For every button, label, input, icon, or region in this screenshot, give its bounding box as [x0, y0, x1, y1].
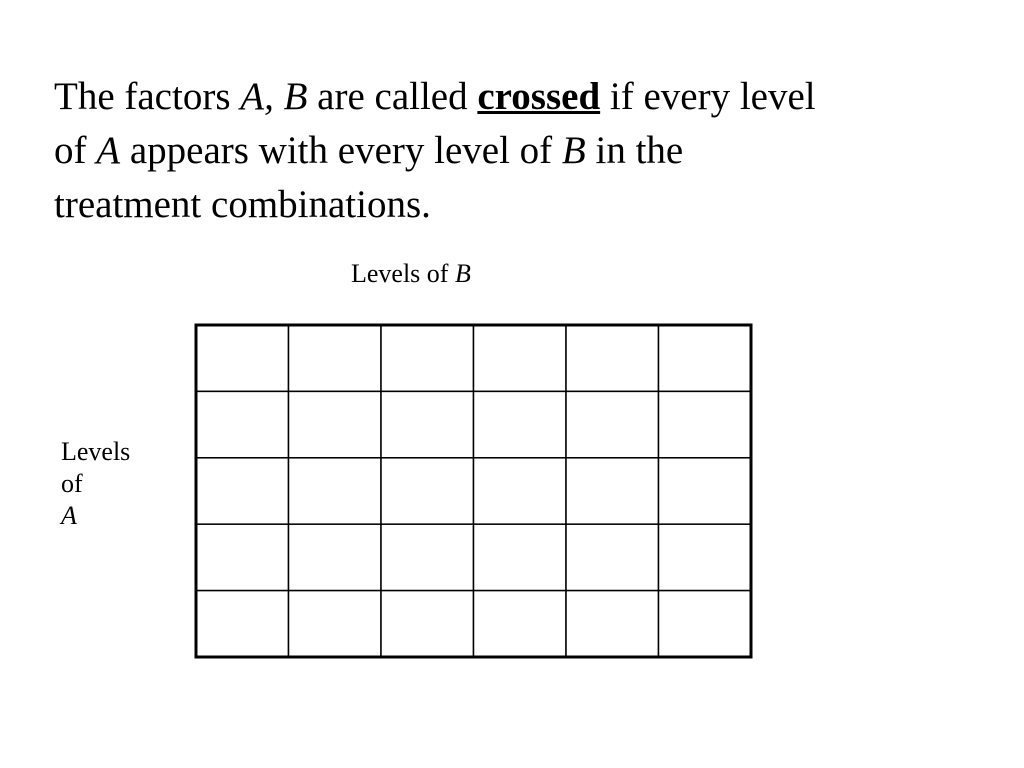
- grid-cell: [381, 458, 474, 524]
- grid-cell: [289, 325, 382, 391]
- text-segment: appears with every level of: [120, 129, 562, 172]
- factor-b: B: [561, 129, 586, 172]
- row-axis-line-1: Levels: [61, 437, 131, 466]
- grid-cell: [566, 391, 659, 457]
- column-axis-factor: B: [454, 259, 471, 288]
- text-segment: are called: [307, 75, 478, 118]
- row-axis-factor: A: [61, 501, 77, 530]
- grid-cell: [659, 325, 752, 391]
- grid-cell: [474, 325, 567, 391]
- factor-a: A: [96, 129, 121, 172]
- text-segment: if every level: [600, 75, 816, 118]
- grid-cell: [566, 591, 659, 657]
- keyword-crossed: crossed: [477, 75, 601, 118]
- grid-cell: [289, 458, 382, 524]
- grid-cell: [196, 591, 289, 657]
- grid-cell: [659, 524, 752, 590]
- grid-cell: [289, 391, 382, 457]
- grid-cell: [381, 591, 474, 657]
- grid-cell: [474, 524, 567, 590]
- grid-cell: [659, 391, 752, 457]
- grid-cell: [289, 524, 382, 590]
- grid-cell: [196, 524, 289, 590]
- grid-cell: [566, 524, 659, 590]
- grid-cell: [196, 325, 289, 391]
- text-segment: of: [54, 129, 97, 172]
- grid-cell: [381, 524, 474, 590]
- grid-cell: [659, 458, 752, 524]
- text-segment: treatment combinations.: [54, 183, 431, 226]
- grid-cell: [289, 591, 382, 657]
- text-segment: in the: [585, 129, 684, 172]
- grid-cell: [196, 391, 289, 457]
- grid-cell: [474, 591, 567, 657]
- grid-cell: [381, 325, 474, 391]
- row-axis-prefix: of: [61, 469, 83, 498]
- factor-a: A,: [240, 75, 274, 118]
- grid-cell: [659, 591, 752, 657]
- grid-cell: [196, 458, 289, 524]
- factor-b: B: [283, 75, 308, 118]
- column-axis-prefix: Levels of: [351, 259, 455, 288]
- grid-cell: [566, 325, 659, 391]
- grid-cell: [474, 391, 567, 457]
- grid-cell: [474, 458, 567, 524]
- text-segment: The factors: [54, 75, 241, 118]
- grid-cell: [381, 391, 474, 457]
- grid-cell: [566, 458, 659, 524]
